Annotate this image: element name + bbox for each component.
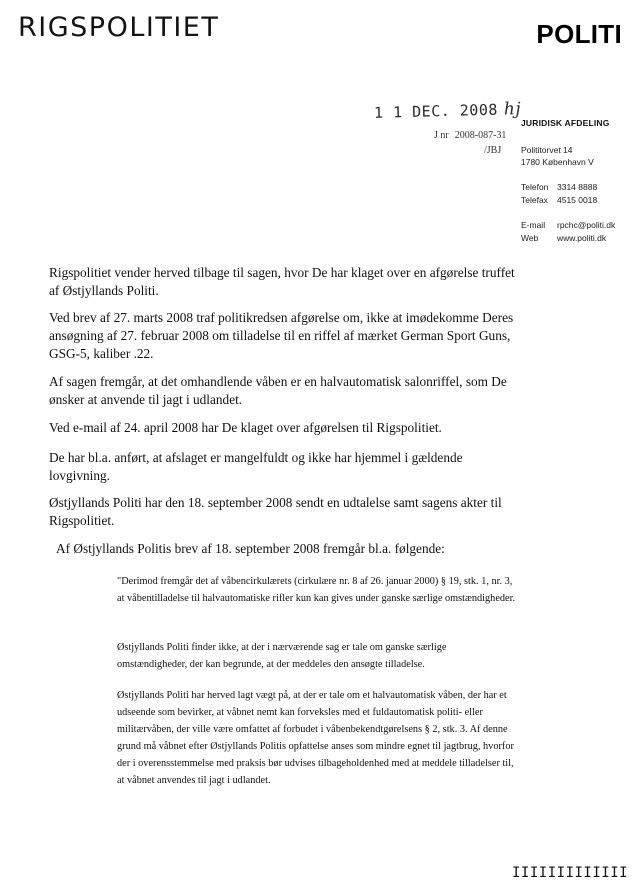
- paragraph-intro: Rigspolitiet vender herved tilbage til sagen, hvor De har klaget over en afgørelse truffet af Østjyllands Politi.: [49, 265, 515, 298]
- stamp-date: 1 1 DEC. 2008: [373, 100, 499, 122]
- phone-label: Telefon: [521, 182, 549, 192]
- received-date-stamp: [374, 99, 522, 123]
- email-value[interactable]: rpchc@politi.dk: [557, 220, 616, 230]
- journal-number: [434, 130, 506, 141]
- registration-marks: IIIIIIIIIIIII: [512, 865, 629, 881]
- stamp-initials: hj: [503, 99, 522, 120]
- quote-paragraph-2: Østjyllands Politi finder ikke, at der i nærværende sag er tale om ganske særlige omstændigheder, der kan begrunde, at der meddeles den ansøgte tilladelse.: [117, 642, 447, 670]
- quote-paragraph-1: "Derimod fremgår det af våbencirkulærets (cirkulære nr. 8 af 26. januar 2000) § 19, stk. 1, nr. 3, at våbentilladelse til halvautomatiske rifler kun kan gives under ganske særlige omstændigheder.: [117, 576, 516, 604]
- paragraph-quote-intro: Af Østjyllands Politis brev af 18. september 2008 fremgår bl.a. følgende:: [56, 541, 445, 556]
- journal-number-value: 2008-087-31: [454, 130, 507, 141]
- journal-number-label: J nr: [434, 130, 449, 141]
- phone-value: 3314 8888: [557, 182, 598, 192]
- paragraph-complaint: Ved e-mail af 24. april 2008 har De klaget over afgørelsen til Rigspolitiet.: [49, 420, 442, 435]
- department-name: JURIDISK AFDELING: [521, 118, 610, 128]
- web-value[interactable]: www.politi.dk: [557, 233, 607, 243]
- web-line: [521, 233, 606, 243]
- quote-paragraph-3: Østjyllands Politi har herved lagt vægt på, at der er tale om et halvautomatisk våben, der har et udseende som bevirker, at våbnet nemt kan forveksles med et fuldautomatisk politi- eller militærvåben, der ville være omfattet af forbudet i våbenbekendtgørelsens § 2, stk. 3. Af denne grund må våbnet efter Østjyllands Politis opfattelse anses som mindre egnet til jagtbrug, hvorfor der i overensstemmelse med praksis bør udvises tilbageholdenhed med at meddele tilladelser til, at våbnet anvendes til jagt i udlandet.: [117, 690, 514, 786]
- organization-name: RIGSPOLITIET: [18, 12, 220, 43]
- paragraph-weapon: Af sagen fremgår, at det omhandlende våben er en halvautomatisk salonriffel, som De ønsker at anvende til jagt i udlandet.: [49, 374, 507, 407]
- address-city: 1780 København V: [521, 157, 594, 167]
- politi-logo: POLITI: [536, 19, 622, 49]
- paragraph-statement: Østjyllands Politi har den 18. september 2008 sendt en udtalelse samt sagens akter til Rigspolitiet.: [49, 495, 502, 528]
- fax-label: Telefax: [521, 195, 548, 205]
- email-line: [521, 220, 615, 230]
- web-label: Web: [521, 233, 539, 243]
- paragraph-decision: Ved brev af 27. marts 2008 traf politikredsen afgørelse om, ikke at imødekomme Deres ansøgning af 27. februar 2008 om tilladelse til en riffel af mærket German Sport Guns, GSG-5, kaliber .22.: [49, 310, 514, 361]
- paragraph-argument: De har bl.a. anført, at afslaget er mangelfuldt og ikke har hjemmel i gældende lovgivning.: [49, 450, 463, 483]
- phone-line: [521, 182, 597, 192]
- email-label: E-mail: [521, 220, 546, 230]
- address-street: Polititorvet 14: [521, 145, 573, 155]
- fax-line: [521, 195, 597, 205]
- case-initials: /JBJ: [484, 145, 502, 156]
- fax-value: 4515 0018: [557, 195, 598, 205]
